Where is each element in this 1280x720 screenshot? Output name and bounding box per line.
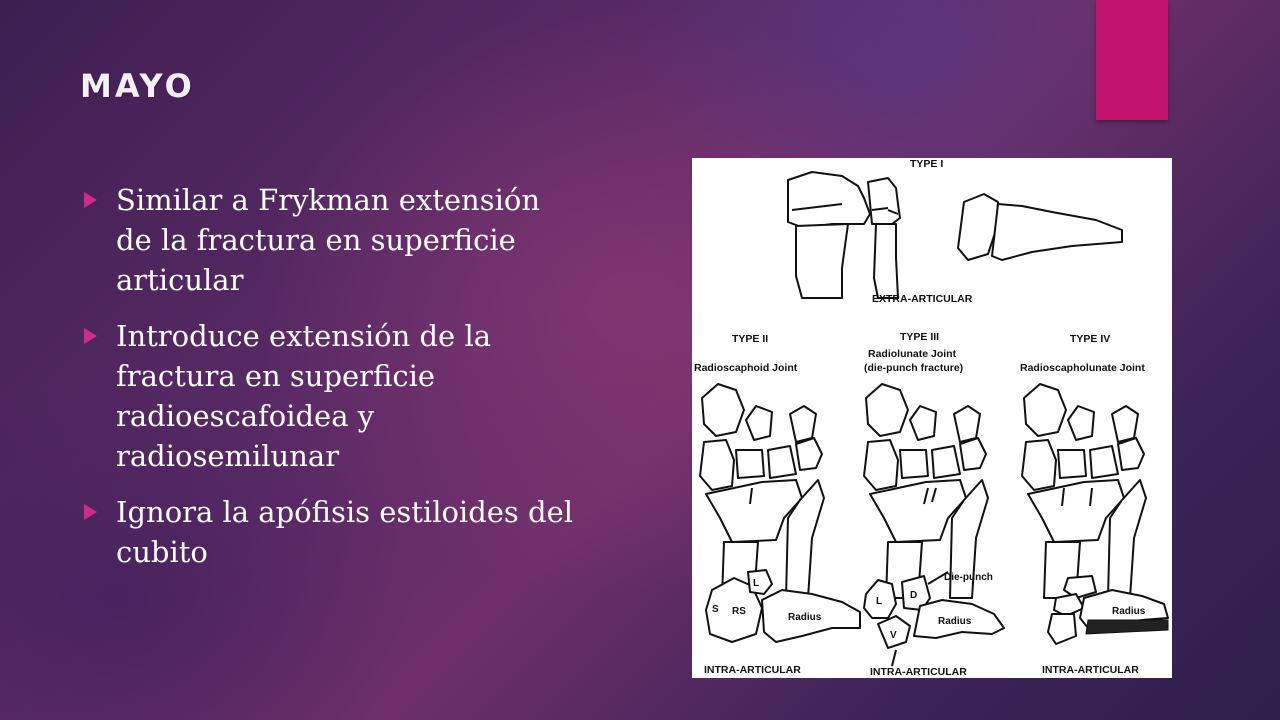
radius-label: Radius bbox=[788, 612, 822, 623]
type-i-carpal bbox=[958, 194, 1122, 260]
triangle-bullet-icon bbox=[84, 328, 97, 344]
type-iv-joint-label: Radioscapholunate Joint bbox=[1020, 362, 1145, 374]
type-ii-joint-label: Radioscaphoid Joint bbox=[694, 362, 798, 374]
bullet-text: Ignora la apófisis estiloides del cubito bbox=[116, 495, 574, 569]
type-iii-lateral bbox=[864, 572, 1004, 666]
type-i-radius-ap bbox=[868, 178, 900, 298]
label-rs: RS bbox=[732, 606, 746, 617]
type-ii-label: TYPE II bbox=[732, 333, 769, 345]
extra-articular-label: EXTRA-ARTICULAR bbox=[872, 293, 973, 305]
type-iii-joint-label: Radiolunate Joint bbox=[868, 348, 957, 360]
bullet-item bbox=[82, 180, 582, 300]
type-iii-label: TYPE III bbox=[900, 331, 940, 343]
type-iv-wrist bbox=[1022, 384, 1146, 598]
radius-label-2: Radius bbox=[938, 616, 972, 627]
label-d: D bbox=[910, 590, 918, 601]
label-v: V bbox=[890, 630, 897, 641]
bullet-list bbox=[82, 180, 582, 588]
bullet-item bbox=[82, 316, 582, 476]
type-iii-note-label: (die-punch fracture) bbox=[864, 362, 964, 374]
label-s: S bbox=[712, 604, 719, 615]
triangle-bullet-icon bbox=[84, 192, 97, 208]
wrist-diagram bbox=[692, 158, 1172, 678]
mayo-classification-figure bbox=[692, 158, 1172, 678]
label-l-2: L bbox=[876, 596, 883, 607]
type-i-radius-lateral bbox=[788, 172, 870, 298]
radius-label-3: Radius bbox=[1112, 606, 1146, 617]
accent-bar bbox=[1096, 0, 1168, 120]
intra-articular-label-3: INTRA-ARTICULAR bbox=[1042, 664, 1139, 676]
bullet-item bbox=[82, 492, 582, 572]
bullet-text: Introduce extensión de la fractura en superficie radioescafoidea y radiosemilunar bbox=[116, 319, 492, 473]
intra-articular-label-1: INTRA-ARTICULAR bbox=[704, 664, 801, 676]
bullet-text: Similar a Frykman extensión de la fractura en superficie articular bbox=[116, 183, 540, 297]
die-punch-label: Die-punch bbox=[944, 572, 993, 583]
intra-articular-label-2: INTRA-ARTICULAR bbox=[870, 666, 967, 678]
type-iv-label: TYPE IV bbox=[1070, 333, 1111, 345]
type-ii-wrist bbox=[700, 384, 824, 598]
type-i-label: TYPE I bbox=[910, 158, 944, 170]
type-iii-wrist bbox=[864, 384, 988, 598]
type-ii-lateral bbox=[706, 570, 860, 642]
label-l: L bbox=[753, 578, 760, 589]
slide-title: mayo bbox=[80, 54, 195, 108]
triangle-bullet-icon bbox=[84, 504, 97, 520]
